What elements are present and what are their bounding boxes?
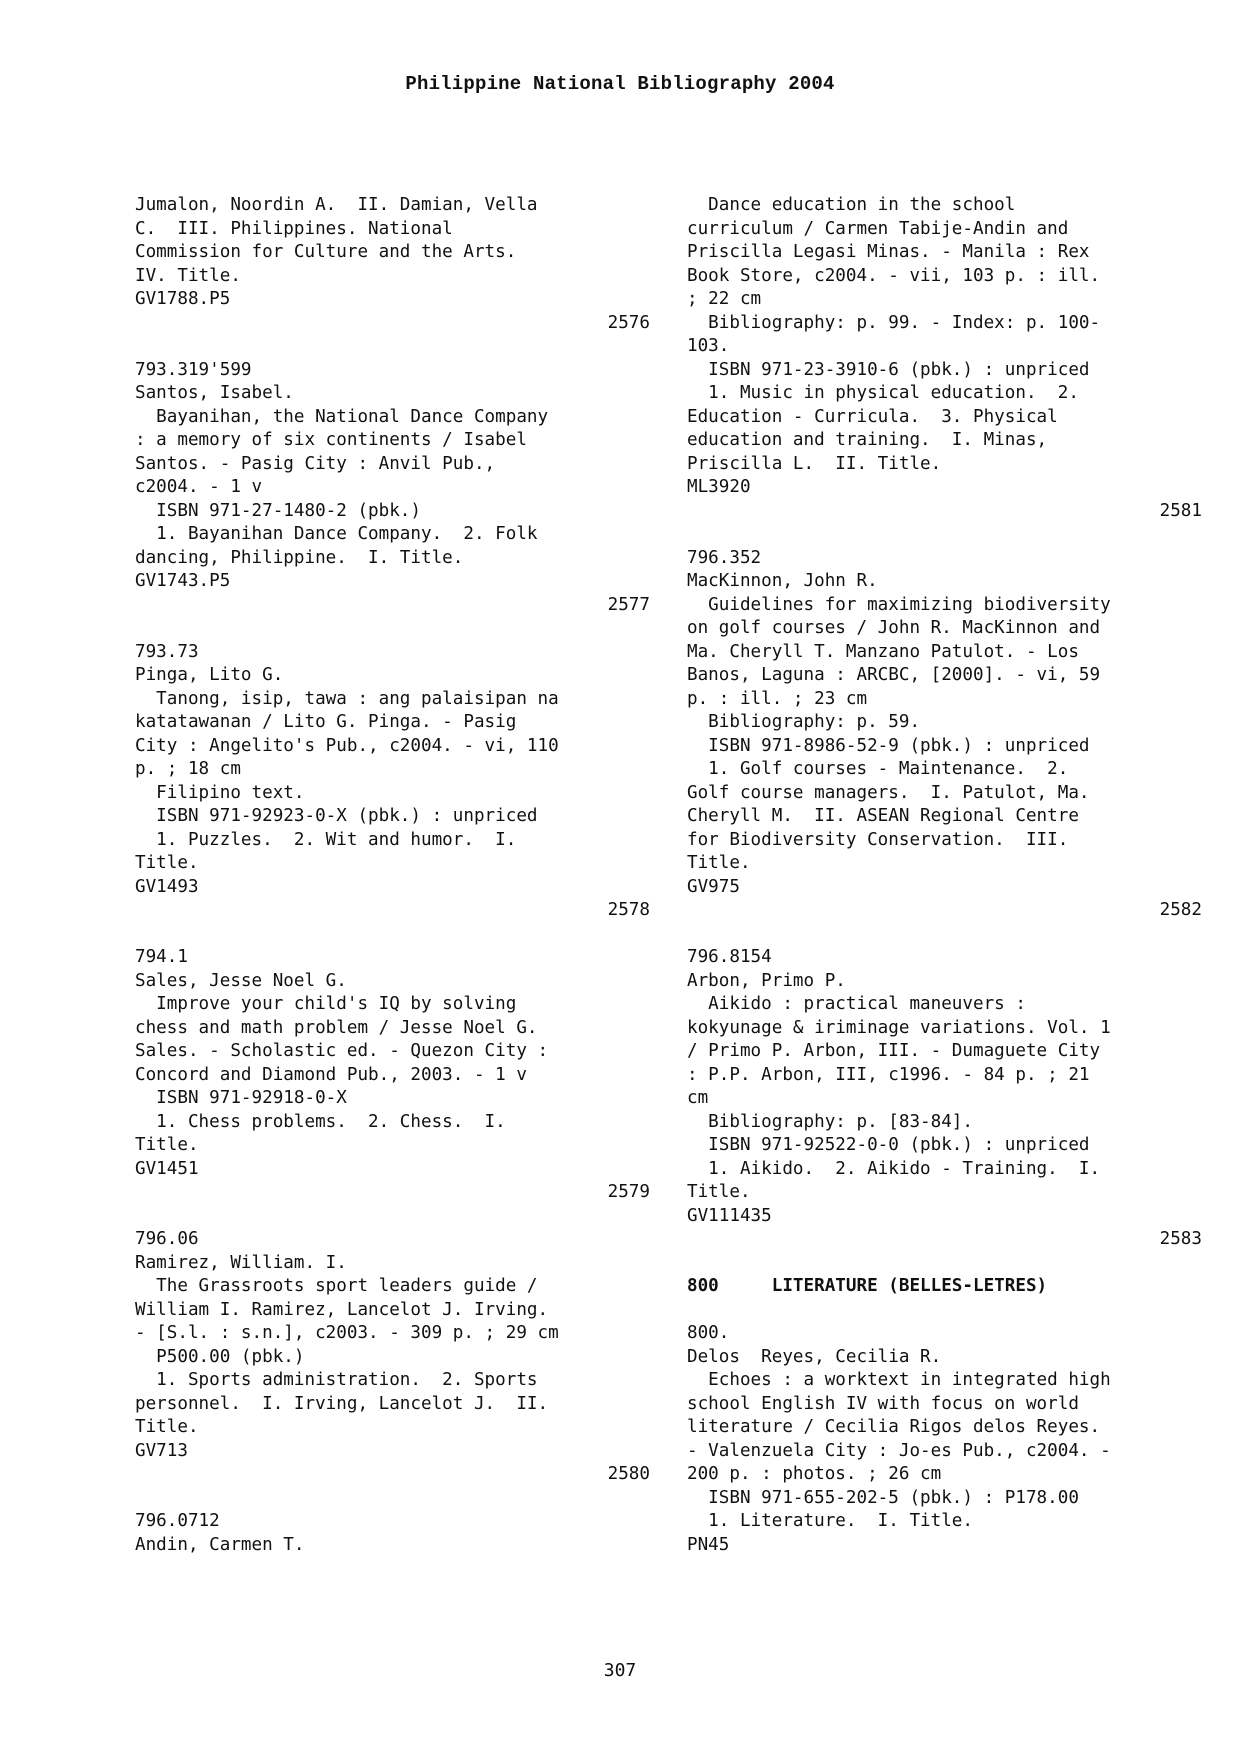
entry-number: 2576 bbox=[607, 312, 650, 333]
entry-line: Priscilla L. II. Title. bbox=[687, 453, 942, 474]
entry-line: for Biodiversity Conservation. III. bbox=[687, 829, 1069, 850]
entry-line: ISBN 971-92923-0-X (pbk.) : unpriced bbox=[135, 806, 538, 826]
entry-line: 1. Puzzles. 2. Wit and humor. I. bbox=[135, 829, 517, 850]
entry-line: 1. Music in physical education. 2. bbox=[687, 383, 1079, 403]
entry-line: Echoes : a worktext in integrated high bbox=[687, 1370, 1111, 1390]
entry-line: Commission for Culture and the Arts. bbox=[135, 242, 517, 262]
entry-line: Bayanihan, the National Dance Company bbox=[135, 406, 549, 427]
entry-line: Bibliography: p. 59. bbox=[687, 712, 921, 732]
entry-line: 1. Aikido. 2. Aikido - Training. I. bbox=[687, 1158, 1101, 1179]
blank-line bbox=[135, 617, 650, 641]
entry-line: GV1451 bbox=[135, 1158, 199, 1179]
entry-line: personnel. I. Irving, Lancelot J. II. bbox=[135, 1393, 549, 1414]
entry-line: Cheryll M. II. ASEAN Regional Centre bbox=[687, 806, 1079, 826]
entry-line: Bibliography: p. [83-84]. bbox=[687, 1111, 973, 1132]
entry-line: p. : ill. ; 23 cm bbox=[687, 688, 868, 709]
entry-line: : a memory of six continents / Isabel bbox=[135, 430, 527, 450]
entry-line: Sales. - Scholastic ed. - Quezon City : bbox=[135, 1041, 549, 1061]
entry-line: Banos, Laguna : ARCBC, [2000]. - vi, 59 bbox=[687, 665, 1101, 685]
entry-line: 103. bbox=[687, 336, 730, 356]
entry-line: Title. bbox=[687, 1182, 751, 1202]
entry-line: Book Store, c2004. - vii, 103 p. : ill. bbox=[687, 265, 1101, 286]
entry-line: 793.319'599 bbox=[135, 359, 252, 380]
entry-line: 796.06 bbox=[135, 1229, 199, 1249]
entry-line: ISBN 971-23-3910-6 (pbk.) : unpriced bbox=[687, 359, 1090, 380]
entry-line: GV111435 bbox=[687, 1205, 772, 1226]
entry-line: / Primo P. Arbon, III. - Dumaguete City bbox=[687, 1041, 1101, 1061]
entry-number: 2581 bbox=[1159, 500, 1202, 521]
entry-line: 796.0712 bbox=[135, 1511, 220, 1531]
entry-line: ISBN 971-92918-0-X bbox=[135, 1088, 347, 1108]
entry-line: katatawanan / Lito G. Pinga. - Pasig bbox=[135, 712, 517, 732]
entry-line: 200 p. : photos. ; 26 cm bbox=[687, 1464, 942, 1484]
entry-line: GV975 bbox=[687, 876, 740, 897]
entry-line: ISBN 971-8986-52-9 (pbk.) : unpriced bbox=[687, 735, 1090, 756]
entry-line: GV1788.P5 bbox=[135, 289, 231, 309]
entry-line: : P.P. Arbon, III, c1996. - 84 p. ; 21 bbox=[687, 1064, 1090, 1085]
entry-number: 2583 bbox=[1159, 1229, 1202, 1249]
entry-line: GV1743.P5 bbox=[135, 571, 231, 591]
entry-line: Santos. - Pasig City : Anvil Pub., bbox=[135, 453, 496, 474]
entry-line: Title. bbox=[135, 1417, 199, 1437]
entry-line: 796.352 bbox=[687, 547, 762, 568]
entry-line: William I. Ramirez, Lancelot J. Irving. bbox=[135, 1299, 549, 1320]
entry-line: Bibliography: p. 99. - Index: p. 100- bbox=[687, 312, 1101, 333]
entry-line: 796.8154 bbox=[687, 947, 772, 967]
entry-line: ISBN 971-27-1480-2 (pbk.) bbox=[135, 500, 421, 521]
entry-number: 2578 bbox=[607, 900, 650, 920]
entry-number: 2582 bbox=[1159, 900, 1202, 920]
entry-line: Filipino text. bbox=[135, 782, 305, 803]
entry-line: Title. bbox=[135, 1135, 199, 1155]
entry-line: Ramirez, William. I. bbox=[135, 1252, 347, 1273]
entry-line: Santos, Isabel. bbox=[135, 383, 294, 403]
entry-line: 1. Bayanihan Dance Company. 2. Folk bbox=[135, 524, 538, 544]
entry-line: 794.1 bbox=[135, 947, 188, 967]
entry-line: Jumalon, Noordin A. II. Damian, Vella bbox=[135, 195, 538, 215]
entry-line: curriculum / Carmen Tabije-Andin and bbox=[687, 218, 1069, 239]
entry-line: Sales, Jesse Noel G. bbox=[135, 970, 347, 991]
entry-line: 1. Chess problems. 2. Chess. I. bbox=[135, 1111, 506, 1132]
page-header: Philippine National Bibliography 2004 bbox=[405, 73, 835, 95]
entry-number: 2577 bbox=[607, 594, 650, 615]
entry-line: Golf course managers. I. Patulot, Ma. bbox=[687, 782, 1090, 803]
blank-line bbox=[135, 1205, 650, 1229]
entry-line: 793.73 bbox=[135, 641, 199, 662]
entry-line: Andin, Carmen T. bbox=[135, 1534, 305, 1555]
left-column bbox=[135, 194, 650, 1557]
entry-line: MacKinnon, John R. bbox=[687, 571, 878, 591]
section-heading: 800 LITERATURE (BELLES-LETRES) bbox=[687, 1276, 1048, 1296]
entry-line: Delos Reyes, Cecilia R. bbox=[687, 1346, 942, 1367]
entry-line: Arbon, Primo P. bbox=[687, 970, 846, 991]
entry-line: Dance education in the school bbox=[687, 195, 1016, 215]
entry-line: dancing, Philippine. I. Title. bbox=[135, 547, 464, 568]
blank-line bbox=[687, 523, 1202, 547]
entry-line: Priscilla Legasi Minas. - Manila : Rex bbox=[687, 242, 1090, 262]
entry-line: 1. Literature. I. Title. bbox=[687, 1511, 973, 1531]
blank-line bbox=[687, 1252, 1202, 1276]
entry-line: ISBN 971-655-202-5 (pbk.) : P178.00 bbox=[687, 1487, 1079, 1508]
entry-line: kokyunage & iriminage variations. Vol. 1 bbox=[687, 1017, 1111, 1038]
page-number: 307 bbox=[603, 1660, 637, 1681]
entry-line: The Grassroots sport leaders guide / bbox=[135, 1276, 538, 1296]
blank-line bbox=[135, 923, 650, 947]
blank-line bbox=[135, 335, 650, 359]
entry-line: Title. bbox=[135, 853, 199, 873]
entry-line: - Valenzuela City : Jo-es Pub., c2004. - bbox=[687, 1440, 1111, 1461]
entry-line: school English IV with focus on world bbox=[687, 1393, 1079, 1414]
entry-line: PN45 bbox=[687, 1534, 730, 1555]
blank-line bbox=[687, 923, 1202, 947]
entry-line: c2004. - 1 v bbox=[135, 477, 263, 497]
entry-line: ML3920 bbox=[687, 477, 751, 497]
entry-line: literature / Cecilia Rigos delos Reyes. bbox=[687, 1417, 1101, 1437]
entry-line: on golf courses / John R. MacKinnon and bbox=[687, 618, 1101, 638]
entry-line: cm bbox=[687, 1088, 709, 1108]
entry-line: Guidelines for maximizing biodiversity bbox=[687, 594, 1111, 615]
entry-line: Concord and Diamond Pub., 2003. - 1 v bbox=[135, 1064, 527, 1085]
entry-line: p. ; 18 cm bbox=[135, 759, 241, 779]
entry-line: Aikido : practical maneuvers : bbox=[687, 994, 1026, 1014]
entry-line: 1. Sports administration. 2. Sports bbox=[135, 1370, 538, 1390]
entry-line: chess and math problem / Jesse Noel G. bbox=[135, 1017, 538, 1038]
entry-line: Pinga, Lito G. bbox=[135, 665, 284, 685]
entry-line: Ma. Cheryll T. Manzano Patulot. - Los bbox=[687, 641, 1079, 662]
entry-line: Title. bbox=[687, 853, 751, 873]
entry-line: ISBN 971-92522-0-0 (pbk.) : unpriced bbox=[687, 1135, 1090, 1155]
entry-number: 2580 bbox=[607, 1464, 650, 1484]
right-column bbox=[687, 194, 1202, 1557]
entry-line: P500.00 (pbk.) bbox=[135, 1346, 305, 1367]
blank-line bbox=[687, 1299, 1202, 1323]
entry-line: Tanong, isip, tawa : ang palaisipan na bbox=[135, 688, 559, 709]
entry-line: C. III. Philippines. National bbox=[135, 218, 453, 239]
entry-line: ; 22 cm bbox=[687, 289, 762, 309]
entry-line: Improve your child's IQ by solving bbox=[135, 994, 517, 1014]
entry-number: 2579 bbox=[607, 1182, 650, 1202]
entry-line: 800. bbox=[687, 1323, 730, 1343]
entry-line: GV713 bbox=[135, 1440, 188, 1461]
entry-line: 1. Golf courses - Maintenance. 2. bbox=[687, 759, 1069, 779]
entry-line: - [S.l. : s.n.], c2003. - 309 p. ; 29 cm bbox=[135, 1323, 559, 1343]
entry-line: IV. Title. bbox=[135, 265, 241, 286]
entry-line: GV1493 bbox=[135, 876, 199, 897]
entry-line: City : Angelito's Pub., c2004. - vi, 110 bbox=[135, 735, 559, 756]
blank-line bbox=[135, 1487, 650, 1511]
entry-line: Education - Curricula. 3. Physical bbox=[687, 406, 1058, 427]
entry-line: education and training. I. Minas, bbox=[687, 430, 1048, 450]
